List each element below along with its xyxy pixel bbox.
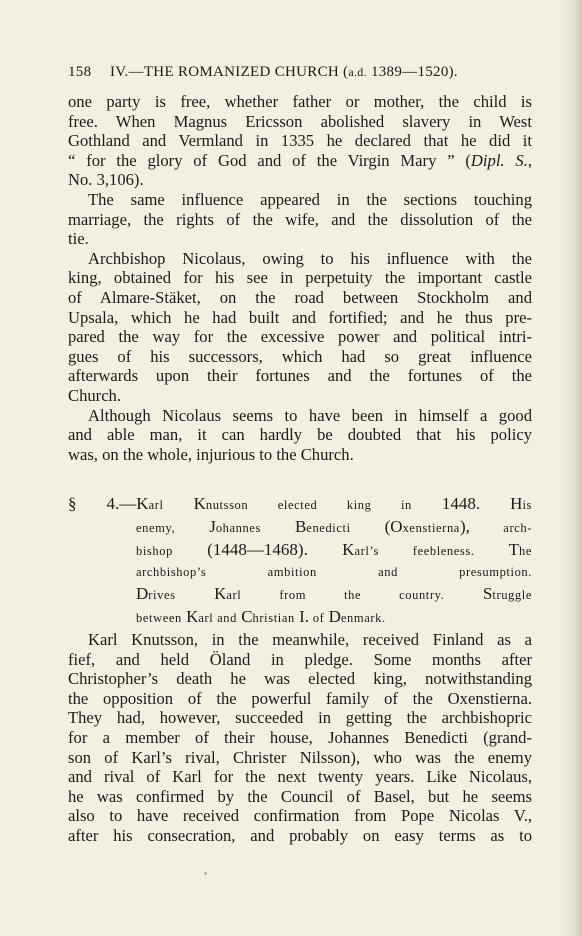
paper-fleck — [204, 872, 207, 875]
section-heading — [68, 493, 532, 629]
section-heading-line: enemy, Johannes Benedicti (Oxenstierna), arch- — [136, 517, 532, 536]
paragraph: Although Nicolaus seems to have been in himself a good and able man, it can hardly be doubted that his policy was, on the whole, injurious to the Church. — [68, 405, 532, 464]
citation-italic: Dipl. S. — [470, 150, 528, 170]
running-head — [68, 64, 528, 81]
body-text-top — [68, 92, 532, 464]
section-heading-line: between Karl and Christian I. of Denmark. — [136, 607, 386, 626]
page-edge-shadow — [560, 0, 582, 936]
section-heading-line: bishop (1448—1468). Karl’s feebleness. The — [136, 540, 533, 559]
paragraph: one party is free, whether father or mother, the child is free. When Magnus Ericsson abolished slavery in West Gothland and Vermland in 1335 he declared that he did it “ for the glory of God and of the Virgin Mary ” (Dipl. S., No. 3,106). — [68, 92, 532, 190]
paragraph: Karl Knutsson, in the meanwhile, received Finland as a fief, and held Öland in pledge. Some months after Christopher’s death he was elected king, notwithstanding the opposition of the powerful family of the Oxenstierna. They had, however, succeeded in getting the archbishopric for a member of their house, Johannes Benedicti (grand- son of Karl’s rival, Christer Nilsson), who was the enemy and rival of Karl for the next twenty years. Like Nicolaus, he was confirmed by the Council of Basel, but he seems also to have received confirmation from Pope Nicolas V., after his consecration, and probably on easy terms as to — [68, 630, 532, 845]
section-heading-line: Drives Karl from the country. Struggle — [136, 584, 532, 603]
section-heading-line: § 4.—Karl Knutsson elected king in 1448. His — [68, 494, 533, 513]
section-heading-line: archbishop’s ambition and presumption. — [136, 565, 532, 579]
paragraph: Archbishop Nicolaus, owing to his influence with the king, obtained for his see in perpetuity the important castle of Almare-Stäket, on the road between Stockholm and Upsala, which he had built and fortified; and he thus pre- pared the way for the excessive power and political intri- gues of his successors, which had so great influence afterwards upon their fortunes and the fortunes of the Church. — [68, 248, 532, 405]
body-text-bottom — [68, 630, 532, 846]
paragraph: The same influence appeared in the sections touching marriage, the rights of the wife, and the dissolution of the tie. — [68, 189, 532, 249]
running-title: IV.—THE ROMANIZED CHURCH (a.d. 1389—1520). — [110, 64, 458, 80]
page-number: 158 — [68, 64, 92, 80]
